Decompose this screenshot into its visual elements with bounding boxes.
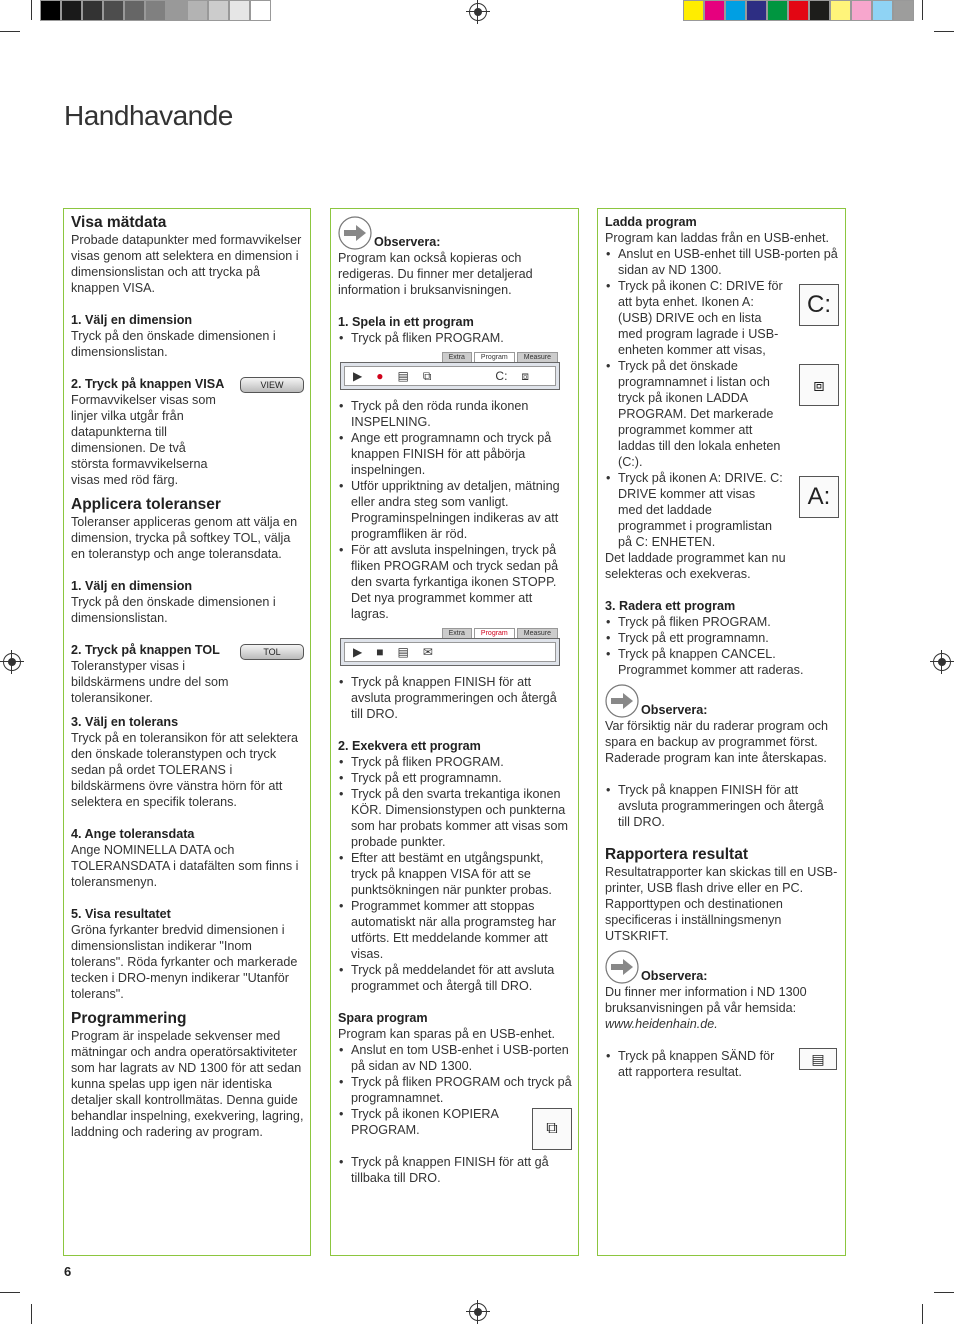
- step-title: 3. Välj en tolerans: [71, 715, 179, 729]
- note: [605, 682, 839, 718]
- section-title: Programmering: [71, 1010, 187, 1027]
- gray-swatch: [250, 0, 271, 21]
- c-drive-icon: C:: [799, 284, 839, 326]
- section-text: Probade datapunkter med formavvikelser visas genom att selektera en dimension i dimensionslistan och att trycka på knappen VISA.: [71, 233, 302, 295]
- list-icon: ▤: [397, 645, 409, 659]
- column-middle: [330, 208, 579, 1256]
- crop-mark: [922, 0, 923, 20]
- color-swatch: [746, 0, 767, 21]
- crop-mark: [0, 31, 20, 32]
- section-text: Toleranser appliceras genom att välja en dimension, trycka på softkey TOL, välja en toleranstyp och ange toleransdata.: [71, 515, 298, 561]
- crop-mark: [0, 1292, 20, 1293]
- list-item: • Programmet kommer att stoppas automatiskt när alla programsteg har utförts. Ett meddelande kommer att visas.: [338, 898, 572, 962]
- stop-icon: ■: [376, 645, 384, 659]
- note-label: Observera:: [374, 235, 441, 249]
- column-right: [597, 208, 846, 1256]
- program-toolbar-screenshot: [340, 352, 566, 392]
- color-swatch: [872, 0, 893, 21]
- step-text: Ange NOMINELLA DATA och TOLERANSDATA i datafälten som finns i toleransmenyn.: [71, 843, 299, 889]
- registration-mark-icon: [933, 653, 951, 671]
- list-item: • Tryck på ikonen A: DRIVE. C: DRIVE kommer att visas med det laddade programmet i programlistan på C: ENHETEN.: [605, 470, 783, 550]
- note-label: Observera:: [641, 703, 708, 717]
- list-item: • Anslut en USB-enhet till USB-porten på sidan av ND 1300.: [605, 246, 839, 278]
- section-text: Program är inspelade sekvenser med mätningar och andra operatörsaktiviteter som har lagrats av ND 1300 för att sedan kunna spelas upp igen när identiska detaljer skall kontrollmätas. Denna guide behandlar inspelning, exekvering, lagring, laddning och radering av program.: [71, 1029, 304, 1139]
- play-icon: ▶: [353, 369, 363, 383]
- note-arrow-icon: [605, 950, 639, 984]
- note: [605, 948, 839, 984]
- list-item: • Tryck på ikonen KOPIERA PROGRAM.: [338, 1106, 511, 1138]
- list-item: • Tryck på fliken PROGRAM.: [605, 614, 839, 630]
- step-text: Tryck på den önskade dimensionen i dimensionslistan.: [71, 329, 276, 359]
- step-text: Gröna fyrkanter bredvid dimensionen i dimensionslistan indikerar "Inom tolerans". Röda fyrkanter och markerade tecken i DRO-menyn indikerar "Utanför tolerans".: [71, 923, 298, 1001]
- list-item: • Tryck på meddelandet för att avsluta programmet och återgå till DRO.: [338, 962, 572, 994]
- list-item: • Anslut en tom USB-enhet i USB-porten på sidan av ND 1300.: [338, 1042, 572, 1074]
- gray-swatch: [187, 0, 208, 21]
- note-text: Var försiktig när du raderar program och spara en backup av programmet först. Raderade program kan inte återskapas.: [605, 719, 829, 765]
- drive-swap-icon: ⧈: [521, 369, 530, 383]
- note-text: Program kan också kopieras och redigeras. Du finner mer detaljerad information i bruksanvisningen.: [338, 251, 533, 297]
- tab-extra: Extra: [442, 352, 472, 362]
- list-item: • Tryck på knappen FINISH för att avsluta programmeringen och återgå till DRO.: [338, 674, 572, 722]
- gray-swatch: [166, 0, 187, 21]
- step-title: Spara program: [338, 1011, 428, 1025]
- crop-mark: [31, 0, 32, 20]
- list-item: • Tryck på ett programnamn.: [605, 630, 839, 646]
- color-swatch: [851, 0, 872, 21]
- list-item: • Ange ett programnamn och tryck på knappen FINISH för att påbörja inspelningen.: [338, 430, 572, 478]
- gray-swatch: [82, 0, 103, 21]
- step-title: 4. Ange toleransdata: [71, 827, 195, 841]
- page-number: 6: [64, 1264, 72, 1279]
- list-item: • Utför uppriktning av detaljen, mätning eller andra steg som vanligt. Programinspelningen indikeras av att programfliken är röd.: [338, 478, 572, 542]
- list-item: • Tryck på fliken PROGRAM och tryck på programnamnet.: [338, 1074, 572, 1106]
- section-text: Det laddade programmet kan nu selekteras och exekveras.: [605, 551, 786, 581]
- list-item: • För att avsluta inspelningen, tryck på fliken PROGRAM och tryck sedan på den svarta fyrkantiga ikonen STOPP. Det nya programmet kommer att lagras.: [338, 542, 572, 622]
- drive-c-icon: C:: [495, 369, 508, 383]
- website-link[interactable]: www.heidenhain.de.: [605, 1017, 718, 1031]
- crop-mark: [922, 1304, 923, 1324]
- step-text: Tryck på en toleransikon för att selektera den önskade toleranstypen och tryck sedan på ordet TOLERANS i bildskärmens övre vänstra hörn för att selektera en specifik tolerans.: [71, 731, 299, 809]
- crop-mark: [934, 1292, 954, 1293]
- gray-swatch: [103, 0, 124, 21]
- list-item: • Tryck på knappen CANCEL. Programmet kommer att raderas.: [605, 646, 839, 678]
- note: [338, 214, 572, 250]
- gray-swatch: [208, 0, 229, 21]
- step-text: Tryck på den önskade dimensionen i dimensionslistan.: [71, 595, 276, 625]
- load-program-icon: ⧈: [799, 364, 839, 406]
- list-item: • Tryck på ikonen C: DRIVE för att byta enhet. Ikonen A: (USB) DRIVE och en lista med program lagrade i USB-enheten kommer att visas,: [605, 278, 783, 358]
- color-swatch: [683, 0, 704, 21]
- tab-program: Program: [474, 628, 515, 638]
- gray-swatch: [40, 0, 61, 21]
- tab-extra: Extra: [442, 628, 472, 638]
- list-icon: ▤: [397, 369, 409, 383]
- step-title: 2. Tryck på knappen VISA: [71, 377, 225, 391]
- color-swatch: [830, 0, 851, 21]
- page-title: Handhavande: [64, 100, 233, 131]
- color-swatch: [704, 0, 725, 21]
- color-swatch: [767, 0, 788, 21]
- list-item: • Tryck på knappen FINISH för att avsluta programmeringen och återgå till DRO.: [605, 782, 839, 830]
- section-text: Program kan laddas från en USB-enhet.: [605, 231, 830, 245]
- section-title: Applicera toleranser: [71, 496, 221, 513]
- column-left: [63, 208, 311, 1256]
- step-title: 2. Exekvera ett program: [338, 739, 481, 753]
- crop-mark: [31, 1304, 32, 1324]
- crop-mark: [934, 31, 954, 32]
- copy-program-icon: ⧉: [532, 1108, 572, 1150]
- list-item: • Efter att bestämt en utgångspunkt, tryck på knappen VISA för att se punktsökningen när punkter probas.: [338, 850, 572, 898]
- send-report-icon: ▤: [799, 1048, 837, 1070]
- tab-measure: Measure: [517, 628, 558, 638]
- tab-measure: Measure: [517, 352, 558, 362]
- list-item: • Tryck på fliken PROGRAM.: [338, 754, 572, 770]
- step-text: Formavvikelser visas som linjer vilka utgår från datapunkterna till dimensionen. De två största formavvikelserna visas med röd färg.: [71, 393, 216, 487]
- list-item: • Tryck på den röda runda ikonen INSPELNING.: [338, 398, 572, 430]
- color-swatch: [788, 0, 809, 21]
- color-swatch: [893, 0, 914, 21]
- registration-mark-icon: [469, 1303, 487, 1321]
- registration-mark-icon: [469, 3, 487, 21]
- gray-swatch: [145, 0, 166, 21]
- gray-swatch: [229, 0, 250, 21]
- step-title: 1. Spela in ett program: [338, 315, 474, 329]
- section-title: Rapportera resultat: [605, 846, 748, 863]
- list-item: • Tryck på knappen SÄND för att rapportera resultat.: [605, 1048, 783, 1080]
- record-icon: ●: [376, 369, 384, 383]
- gray-swatch: [124, 0, 145, 21]
- program-toolbar-screenshot: [340, 628, 566, 668]
- step-title: 1. Välj en dimension: [71, 579, 193, 593]
- step-text: Toleranstyper visas i bildskärmens undre del som toleransikoner.: [71, 659, 229, 705]
- note-label: Observera:: [641, 969, 708, 983]
- gray-swatch: [61, 0, 82, 21]
- message-icon: ✉: [422, 645, 433, 659]
- note-text: Du finner mer information i ND 1300 bruksanvisningen på vår hemsida:: [605, 985, 807, 1015]
- tol-softkey: TOL: [240, 644, 304, 660]
- step-title: 2. Tryck på knappen TOL: [71, 643, 220, 657]
- color-swatch: [725, 0, 746, 21]
- step-title: Ladda program: [605, 215, 697, 229]
- copy-icon: ⧉: [422, 369, 432, 383]
- note-arrow-icon: [338, 216, 372, 250]
- list-item: • Tryck på den svarta trekantiga ikonen KÖR. Dimensionstypen och punkterna som har probats kommer att visas som probade punkter.: [338, 786, 572, 850]
- list-item: • Tryck på fliken PROGRAM.: [338, 330, 572, 346]
- section-text: Resultatrapporter kan skickas till en USB-printer, USB flash drive eller en PC. Rapporttypen och destinationen specificeras i inställningsmenyn UTSKRIFT.: [605, 865, 838, 943]
- color-swatch: [809, 0, 830, 21]
- list-item: • Tryck på knappen FINISH för att gå tillbaka till DRO.: [338, 1154, 572, 1186]
- section-title: Visa mätdata: [71, 214, 167, 231]
- step-title: 5. Visa resultatet: [71, 907, 171, 921]
- play-icon: ▶: [353, 645, 363, 659]
- step-title: 3. Radera ett program: [605, 599, 736, 613]
- a-drive-icon: A:: [799, 476, 839, 518]
- section-text: Program kan sparas på en USB-enhet.: [338, 1027, 556, 1041]
- list-item: • Tryck på ett programnamn.: [338, 770, 572, 786]
- tab-program: Program: [474, 352, 515, 362]
- view-softkey: VIEW: [240, 377, 304, 393]
- registration-mark-icon: [3, 653, 21, 671]
- list-item: • Tryck på det önskade programnamnet i listan och tryck på ikonen LADDA PROGRAM. Det markerade programmet kommer att laddas till den lokala enheten (C:).: [605, 358, 783, 470]
- note-arrow-icon: [605, 684, 639, 718]
- step-title: 1. Välj en dimension: [71, 313, 193, 327]
